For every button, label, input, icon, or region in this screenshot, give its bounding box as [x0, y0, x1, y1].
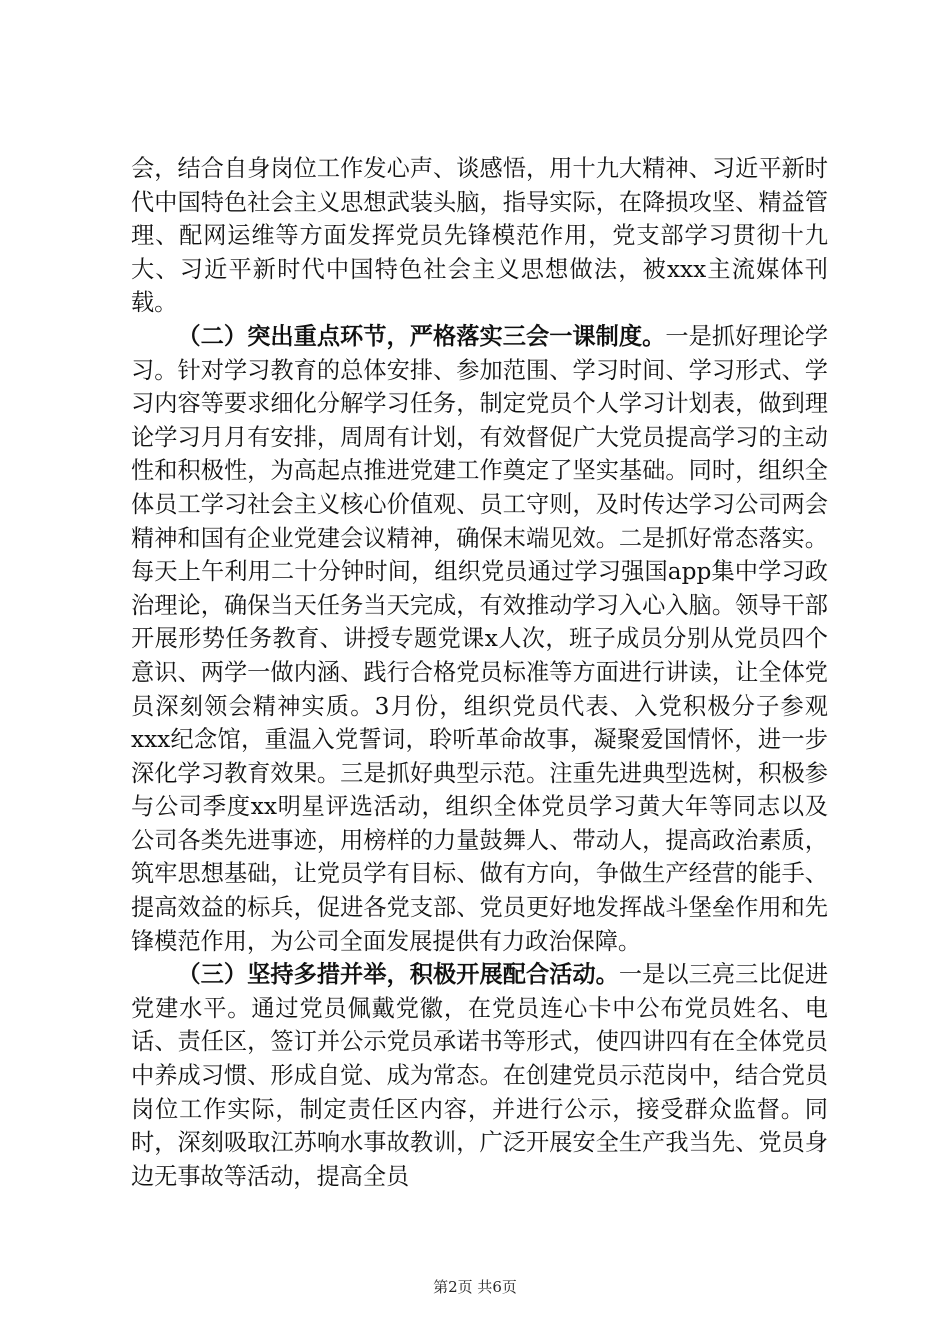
section-heading: （二）突出重点环节，严格落实三会一课制度。	[177, 322, 666, 350]
section-heading: （三）坚持多措并举，积极开展配合活动。	[177, 961, 619, 989]
page-number-footer: 第2页 共6页	[433, 1278, 517, 1296]
paragraph-section-three	[131, 958, 828, 1193]
paragraph-section-two	[131, 320, 828, 958]
paragraph-text: 一是抓好理论学习。针对学习教育的总体安排、参加范围、学习时间、学习形式、学习内容等要求细化分解学习任务，制定党员个人学习计划表，做到理论学习月月有安排，周周有计划，有效督促广大党员提高学习的主动性和积极性，为高起点推进党建工作奠定了坚实基础。同时，组织全体员工学习社会主义核心价值观、员工守则，及时传达学习公司两会精神和国有企业党建会议精神，确保末端见效。二是抓好常态落实。每天上午利用二十分钟时间，组织党员通过学习强国app集中学习政治理论，确保当天任务当天完成，有效推动学习入心入脑。领导干部开展形势任务教育、讲授专题党课x人次，班子成员分别从党员四个意识、两学一做内涵、践行合格党员标准等方面进行讲读，让全体党员深刻领会精神实质。3月份，组织党员代表、入党积极分子参观xxx纪念馆，重温入党誓词，聆听革命故事，凝聚爱国情怀，进一步深化学习教育效果。三是抓好典型示范。注重先进典型选树，积极参与公司季度xx明星评选活动，组织全体党员学习黄大年等同志以及公司各类先进事迹，用榜样的力量鼓舞人、带动人，提高政治素质，筑牢思想基础，让党员学有目标、做有方向，争做生产经营的能手、提高效益的标兵，促进各党支部、党员更好地发挥战斗堡垒作用和先锋模范作用，为公司全面发展提供有力政治保障。	[131, 322, 829, 955]
paragraph-continuation	[131, 152, 828, 320]
document-body	[131, 152, 828, 1193]
paragraph-text: 一是以三亮三比促进党建水平。通过党员佩戴党徽，在党员连心卡中公布党员姓名、电话、责任区，签订并公示党员承诺书等形式，使四讲四有在全体党员中养成习惯、形成自觉、成为常态。在创建党员示范岗中，结合党员岗位工作实际，制定责任区内容，并进行公示，接受群众监督。同时，深刻吸取江苏响水事故教训，广泛开展安全生产我当先、党员身边无事故等活动，提高全员	[131, 961, 829, 1190]
paragraph-text: 会，结合自身岗位工作发心声、谈感悟，用十九大精神、习近平新时代中国特色社会主义思想武装头脑，指导实际，在降损攻坚、精益管理、配网运维等方面发挥党员先锋模范作用，党支部学习贯彻十九大、习近平新时代中国特色社会主义思想做法，被xxx主流媒体刊载。	[131, 155, 828, 317]
